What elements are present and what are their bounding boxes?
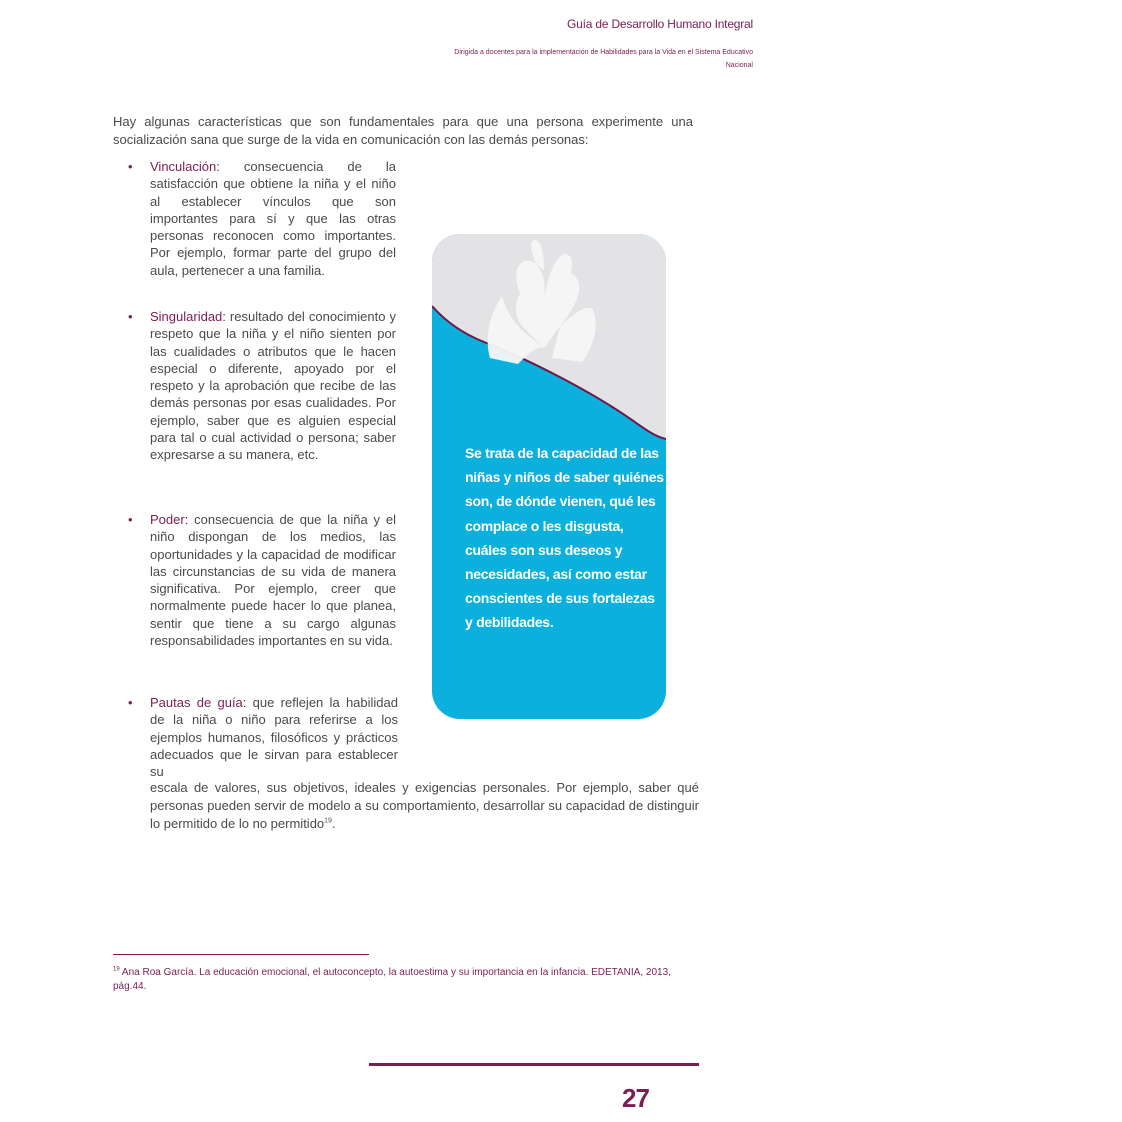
definition-singularidad: resultado del conocimiento y respeto que la niña y el niño sienten por las cualidades o atributos que le hacen especial o diferente, apoyado por el respeto y la aprobación que recibe de las demás personas por esas cualidades. Por ejemplo, saber que es alguien especial para tal o cual actividad o persona; saber expresarse a su manera, etc. [150, 309, 396, 463]
intro-paragraph: Hay algunas características que son fundamentales para que una persona experimente una socialización sana que surge de la vida en comunicación con las demás personas: [113, 114, 693, 147]
term-vinculacion: Vinculación [150, 159, 217, 174]
running-header-subtitle: Dirigida a docentes para la implementación de Habilidades para la Vida en el Sistema Educativo Nacional [454, 49, 753, 69]
term-poder: Poder: [150, 512, 189, 527]
running-header-title: Guía de Desarrollo Humano Integral [567, 17, 753, 31]
page-footer-rule [369, 1063, 699, 1066]
bullet-icon: • [128, 512, 133, 527]
definition-vinculacion: consecuencia de la satisfacción que obtiene la niña y el niño al establecer vínculos que son importantes para sí y que las otras personas reconocen como importantes. Por ejemplo, formar parte del grupo del aula, pertenecer a una familia. [150, 159, 396, 278]
footnote-divider [113, 954, 369, 955]
continuation-text: escala de valores, sus objetivos, ideales y exigencias personales. Por ejemplo, saber qué personas pueden servir de modelo a su comportamiento, desarrollar su capacidad de distinguir lo permitido de lo no permitido [150, 780, 699, 831]
footnote-number: 19 [113, 966, 120, 973]
footnote-reference: 19 [324, 817, 332, 825]
bullet-icon: • [128, 159, 133, 174]
page-number: 27 [622, 1083, 649, 1113]
list-item-singularidad [128, 308, 396, 464]
bullet-icon: • [128, 309, 133, 324]
callout-text: Se trata de la capacidad de las niñas y niños de saber quiénes son, de dónde vienen, qué les complace o les disgusta, cuáles son sus deseos y necesidades, así como estar conscientes de sus fortalezas y debilidades. [465, 445, 664, 631]
term-separator: : [216, 159, 220, 174]
footnote [113, 966, 693, 994]
list-item-poder [128, 511, 396, 649]
term-singularidad: Singularidad: [150, 309, 226, 324]
term-pautas-de-guia: Pautas de guía: [150, 695, 247, 710]
footnote-text: Ana Roa García. La educación emocional, el autoconcepto, la autoestima y su importancia en la infancia. EDETANIA, 2013, pág.44. [113, 967, 671, 992]
definition-poder: consecuencia de que la niña y el niño dispongan de los medios, las oportunidades y la capacidad de modificar las circunstancias de su vida de manera significativa. Por ejemplo, creer que normalmente puede hacer lo que planea, sentir que tiene a su cargo algunas responsabilidades importantes en su vida. [150, 512, 396, 649]
list-item-pautas-de-guia [128, 694, 398, 780]
list-item-vinculacion [128, 158, 396, 279]
bullet-icon: • [128, 695, 133, 710]
continuation-paragraph: escala de valores, sus objetivos, ideales y exigencias personales. Por ejemplo, saber qué personas pueden servir de modelo a su comportamiento, desarrollar su capacidad de distinguir lo permitido de lo no permitido$^{19}$. [150, 780, 699, 831]
definition-pautas-de-guia: que reflejen la habilidad de la niña o niño para referirse a los ejemplos humanos, filosóficos y prácticos adecuados que le sirvan para establecer su [150, 695, 398, 780]
